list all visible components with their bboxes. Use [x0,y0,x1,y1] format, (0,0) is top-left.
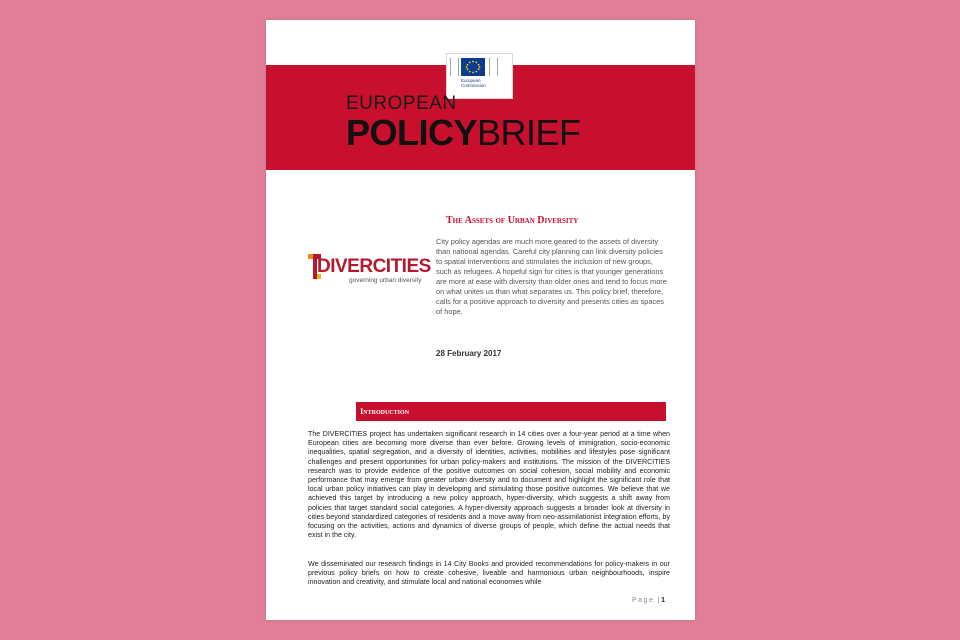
introduction-paragraph-1: The DIVERCITIES project has undertaken significant research in 14 cities over a four-year period at a time when European cities are becoming more diverse than ever before. Growing levels of immigration, socio-economic inequalities, spatial segregation, and a diversity of identities, activities, mobilities and lifestyles pose significant challenges and present opportunities for urban policy-makers and institutions. The mission of the DIVERCITIES research was to provide evidence of the positive outcomes on social cohesion, social mobility and economic performance that may emerge from greater urban diversity and to document and highlight the significant role that local urban policy initiatives can play in developing and stimulating those positive outcomes. We believe that we achieved this target by introducing a new policy approach, hyper-diversity, which suggests a shift away from policies that target standard social categories. A hyper-diversity approach suggests a broader look at diversity in cities beyond standardized categories of residents and a move away from neo-assimilationist integration efforts, by focusing on the activities, actions and dynamics of diverse groups of people, which define the actual needs that exist in the city. [308,430,670,540]
page-number-value: 1 [661,597,667,604]
ec-caption-line1: European [461,78,481,83]
divercities-logo [308,252,431,288]
building-lines-left [450,58,459,76]
page-label: Page | [632,597,662,604]
eu-flag-icon [461,58,485,76]
ec-caption-line2: Commission [461,83,486,88]
building-lines-right [489,58,498,76]
series-title [346,112,581,154]
policy-brief-page [266,20,695,620]
brief-date: 28 February 2017 [436,349,502,358]
introduction-heading: Introduction [360,406,409,416]
introduction-paragraph-2: We disseminated our research findings in 14 City Books and provided recommendations for policy-makers in our previous policy briefs on how to create cohesive, liveable and harmonious urban neighbourhoods, inspire innovation and creativity, and stimulate local and national economies while [308,560,670,587]
brief-summary: City policy agendas are much more geared to the assets of diversity than national agendas. Careful city planning can link diversity policies to spatial interventions and stimulates the inclusion of new groups, such as refugees. A hopeful sign for cities is that younger generations are more at ease with diversity than older ones and tend to focus more on what unites us than what separates us. This policy brief, therefore, calls for a positive approach to diversity and presents cities as spaces of hope. [436,237,667,316]
series-title-light: BRIEF [477,112,581,153]
page-number [632,597,667,604]
series-title-strong: POLICY [346,112,478,153]
logo-name: DIVERCITIES [317,256,431,277]
logo-tagline: governing urban diversity [349,277,422,284]
introduction-heading-bar [356,402,666,421]
ec-caption [461,78,511,88]
brief-title: The Assets of Urban Diversity [446,215,579,226]
series-label-european: EUROPEAN [346,93,457,114]
